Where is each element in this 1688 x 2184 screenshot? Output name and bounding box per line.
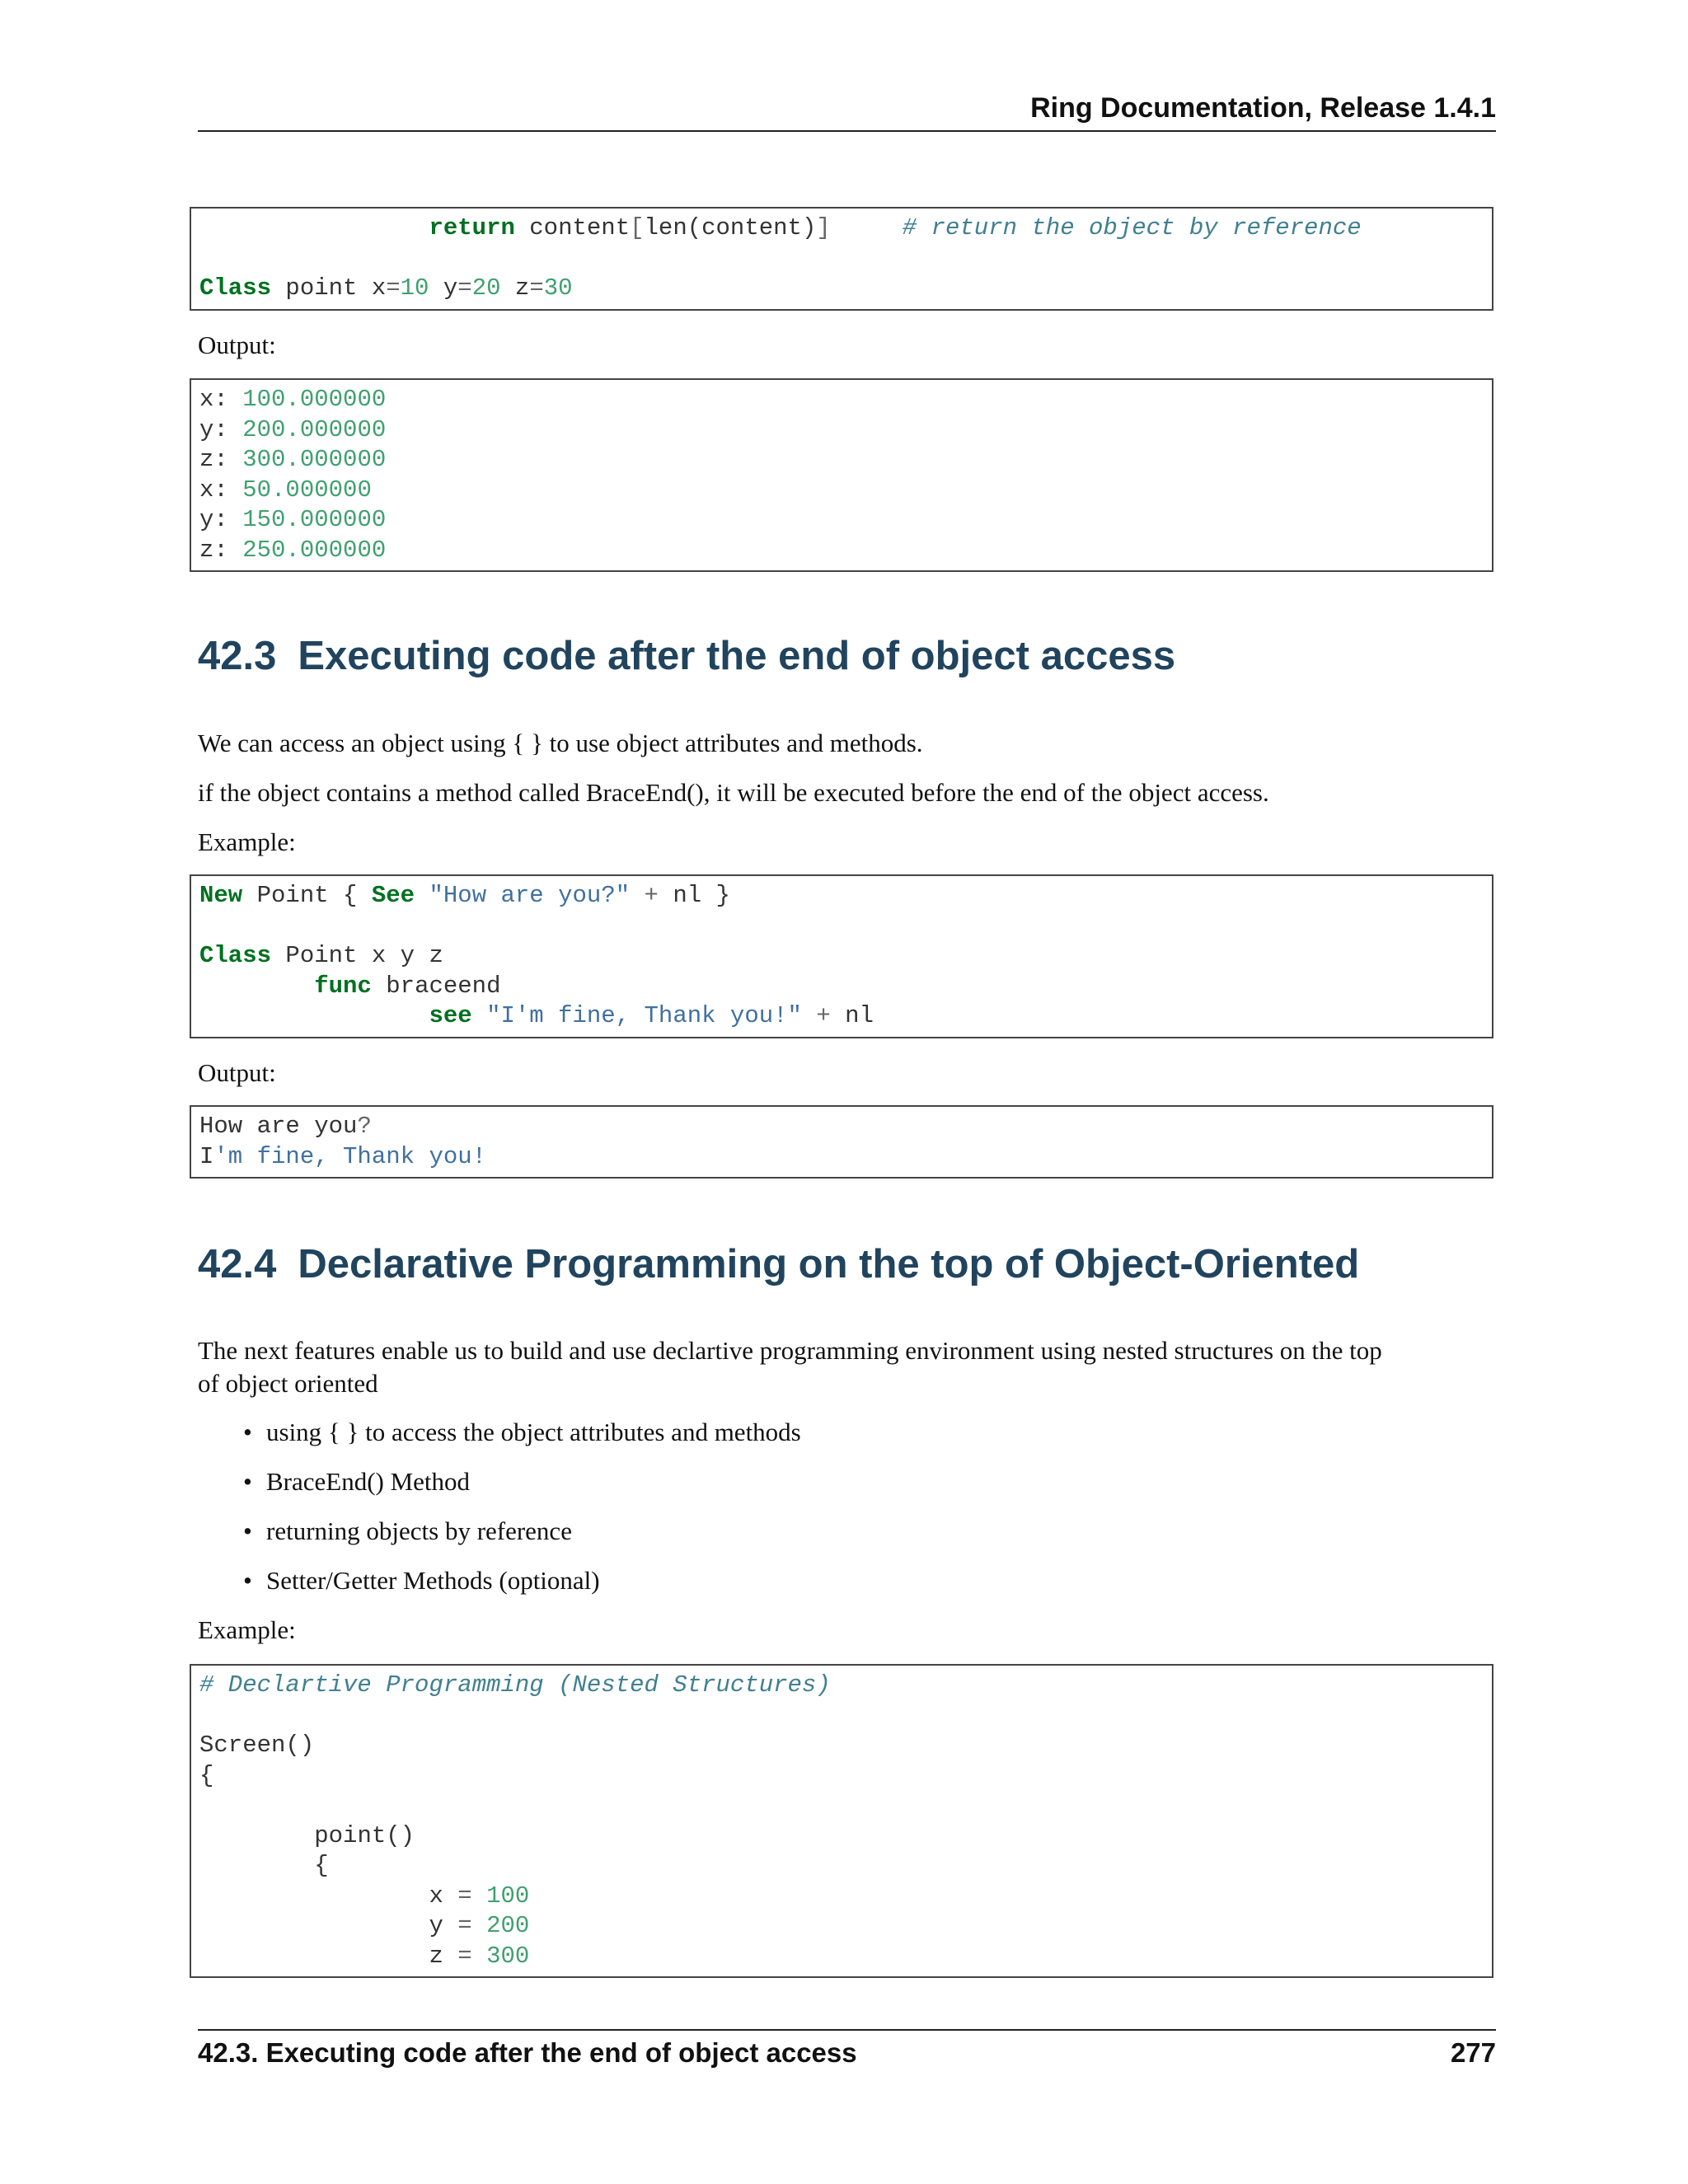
code-line: return content[len(content)] # return the object by reference	[429, 214, 1362, 241]
code-line: Class point x=10 y=20 z=30	[199, 274, 573, 302]
output-line: x: 100.000000	[199, 386, 387, 413]
code-line: {	[199, 1761, 214, 1789]
header-rule	[198, 130, 1496, 132]
code-line: z = 300	[429, 1942, 530, 1970]
code-line-blank	[199, 912, 1484, 942]
code-line: point()	[314, 1821, 415, 1849]
code-line: func braceend	[314, 972, 501, 1000]
output-line: I'm fine, Thank you!	[199, 1142, 487, 1170]
paragraph: if the object contains a method called BraceEnd(), it will be executed before the end of the object access.	[198, 778, 1269, 807]
running-header: Ring Documentation, Release 1.4.1	[1030, 92, 1496, 124]
footer-section-title: 42.3. Executing code after the end of object access	[198, 2037, 857, 2068]
paragraph-line: of object oriented	[198, 1369, 378, 1398]
code-line: y = 200	[429, 1912, 530, 1939]
code-line: x = 100	[429, 1882, 530, 1910]
list-item: • returning objects by reference	[243, 1515, 801, 1564]
paragraph: We can access an object using { } to use object attributes and methods.	[198, 729, 923, 757]
output-block-braceend	[190, 1105, 1493, 1179]
code-block-declarative	[190, 1664, 1493, 1978]
section-heading-42-4: 42.4 Declarative Programming on the top of Object-Oriented	[198, 1242, 1360, 1286]
bullet-icon: •	[243, 1467, 252, 1496]
bullet-icon: •	[243, 1418, 252, 1446]
feature-list	[243, 1416, 801, 1614]
output-block-coordinates	[190, 378, 1493, 572]
code-line: Screen()	[199, 1732, 315, 1759]
code-line-blank	[199, 1791, 1484, 1821]
code-line-blank	[199, 1701, 1484, 1732]
paragraph	[198, 1334, 1496, 1400]
section-heading-42-3: 42.3 Executing code after the end of object access	[198, 634, 1176, 678]
output-line: z: 250.000000	[199, 536, 387, 564]
list-item: • using { } to access the object attributes and methods	[243, 1416, 801, 1465]
code-line: see "I'm fine, Thank you!" + nl	[429, 1002, 874, 1029]
bullet-icon: •	[243, 1516, 252, 1545]
list-item: • BraceEnd() Method	[243, 1465, 801, 1515]
output-label: Output:	[198, 330, 276, 359]
footer-rule	[198, 2029, 1496, 2031]
code-line: # Declartive Programming (Nested Structures)	[199, 1671, 831, 1699]
list-item: • Setter/Getter Methods (optional)	[243, 1564, 801, 1614]
code-line-blank	[199, 244, 1484, 274]
paragraph-line: The next features enable us to build and use declartive programming environment using nested structures on the top	[198, 1336, 1382, 1365]
code-block-braceend-example	[190, 874, 1493, 1038]
output-label: Output:	[198, 1058, 276, 1087]
example-label: Example:	[198, 1615, 296, 1644]
output-line: y: 150.000000	[199, 506, 387, 533]
page-number: 277	[1450, 2037, 1496, 2068]
code-line: {	[314, 1852, 329, 1879]
output-line: x: 50.000000	[199, 476, 372, 504]
output-line: z: 300.000000	[199, 446, 387, 473]
output-line: How are you?	[199, 1113, 372, 1140]
code-block-return-reference	[190, 207, 1493, 311]
code-line: New Point { See "How are you?" + nl }	[199, 882, 730, 909]
output-line: y: 200.000000	[199, 415, 387, 443]
example-label: Example:	[198, 827, 296, 856]
bullet-icon: •	[243, 1566, 252, 1595]
code-line: Class Point x y z	[199, 942, 443, 969]
